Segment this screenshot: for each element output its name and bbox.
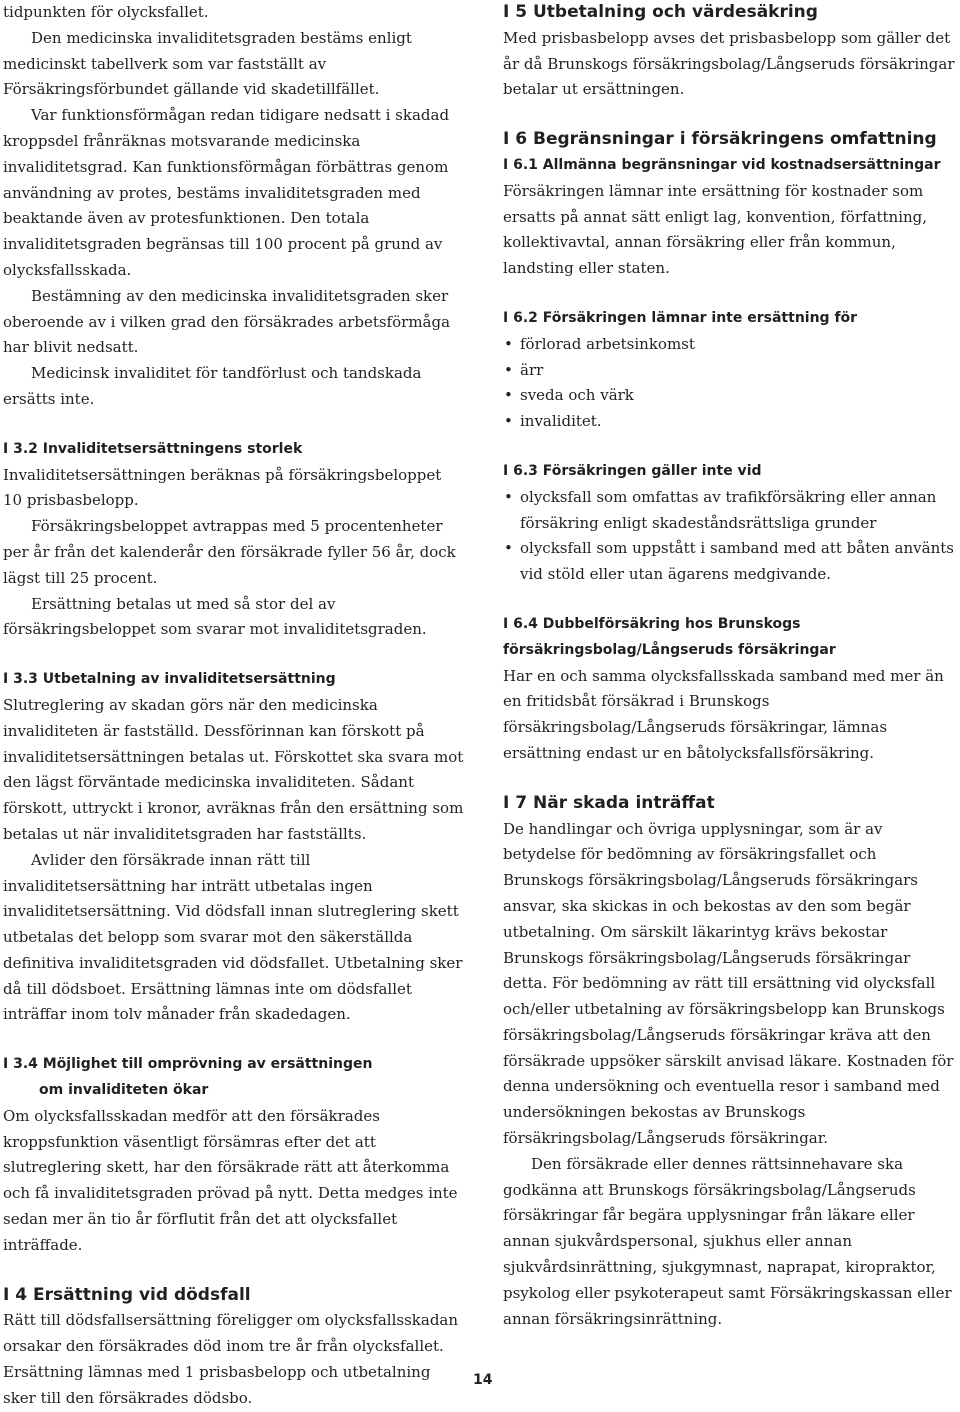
paragraph-3-2-b: Försäkringsbeloppet avtrappas med 5 procentenheter per år från det kalenderår den försäkrade fyller 56 år, dock lägst till 25 procent. [3,517,456,587]
heading-3-2: I 3.2 Invaliditetsersättningens storlek [3,440,303,457]
paragraph-work-capacity: Bestämning av den medicinska invaliditetsgraden sker oberoende av i vilken grad den försäkrades arbetsförmåga har blivit nedsatt. [3,286,451,357]
list-item: • olycksfall som uppstått i samband med att båten använts vid stöld eller utan ägarens medgivande. [503,536,958,588]
left-column [3,0,465,1412]
paragraph-dental: Medicinsk invaliditet för tandförlust och tandskada ersätts inte. [3,364,422,408]
heading-6-2: I 6.2 Försäkringen lämnar inte ersättning för [503,309,858,326]
paragraph-3-3-b: Avlider den försäkrade innan rätt till invaliditetsersättning har inträtt utbetalas ingen invaliditetsersättning. Vid dödsfall innan slutreglering skett utbetalas det belopp som svarar mot den säkerställda definitiva invaliditetsgraden vid dödsfallet. Utbetalning sker då till dödsboet. Ersättning lämnas inte om dödsfallet inträffar inom tolv månader från skadedagen. [3,850,463,1024]
heading-3-4 [3,1052,465,1104]
list-item: • sveda och värk [503,383,958,409]
heading-3-4-line-2: om invaliditeten ökar [39,1082,209,1099]
paragraph-3-2-c: Ersättning betalas ut med så stor del av försäkringsbeloppet som svarar mot invaliditetsgraden. [3,594,427,639]
paragraph-3-4: Om olycksfallsskadan medför att den försäkrades kroppsfunktion väsentligt försämras efter det att slutreglering skett, har den försäkrade rätt att återkomma och få invaliditetsgraden prövad på nytt. Detta medges inte sedan mer än tio år förflutit från det att olycksfallet inträffade. [3,1106,458,1254]
heading-3-3: I 3.3 Utbetalning av invaliditetsersättning [3,671,336,688]
heading-6-3: I 6.3 Försäkringen gäller inte vid [503,462,762,479]
paragraph-6-1: Försäkringen lämnar inte ersättning för kostnader som ersatts på annat sätt enligt lag, konvention, författning, kollektivavtal, annan försäkring eller från kommun, landsting eller staten. [503,181,928,278]
paragraph-7-a: De handlingar och övriga upplysningar, som är av betydelse för bedömning av försäkringsfallet och Brunskogs försäkringsbolag/Långseruds försäkringars ansvar, ska skickas in och bekostas av den som begär utbetalning. Om särskilt läkarintyg krävs bekostar Brunskogs försäkringsbolag/Långseruds försäkringar detta. För bedömning av rätt till ersättning vid olycksfall och/eller utbetalning av försäkringsbelopp kan Brunskogs försäkringsbolag/Långseruds försäkringar kräva att den försäkrade uppsöker särskilt anvisad läkare. Kostnaden för denna undersökning och eventuella resor i samband med undersökningen bekostas av Brunskogs försäkringsbolag/Långseruds försäkringar. [503,819,954,1148]
list-item: • förlorad arbetsinkomst [503,332,958,358]
paragraph-medical-table: Den medicinska invaliditetsgraden bestäms enligt medicinskt tabellverk som var fastställt av Försäkringsförbundet gällande vid skadetillfället. [3,28,412,99]
heading-6-4: I 6.4 Dubbelförsäkring hos Brunskogs försäkringsbolag/Långseruds försäkringar [503,615,836,658]
list-item: • ärr [503,358,958,384]
heading-7: I 7 När skada inträffat [503,792,715,813]
paragraph-3-2-a: Invaliditetsersättningen beräknas på försäkringsbeloppet 10 prisbasbelopp. [3,465,442,510]
list-6-3 [503,485,958,588]
paragraph-4: Rätt till dödsfallsersättning föreligger om olycksfallsskadan orsakar den försäkrades död inom tre år från olycksfallet. Ersättning lämnas med 1 prisbasbelopp och utbetalning sker till den försäkrades dödsbo. [3,1311,459,1407]
heading-6-1: I 6.1 Allmänna begränsningar vid kostnadsersättningar [503,156,941,173]
heading-6: I 6 Begränsningar i försäkringens omfattning [503,129,937,150]
list-6-2 [503,332,958,435]
paragraph-6-4: Har en och samma olycksfallsskada samband med mer än en fritidsbåt försäkrad i Brunskogs försäkringsbolag/Långseruds försäkringar, lämnas ersättning endast ur en båtolycksfallsförsäkring. [503,666,944,762]
list-item: • invaliditet. [503,409,958,435]
paragraph-7-b: Den försäkrade eller dennes rättsinnehavare ska godkänna att Brunskogs försäkringsbolag/Långseruds försäkringar får begära upplysningar från läkare eller annan sjukvårdspersonal, sjukhus eller annan sjukvårdsinrättning, sjukgymnast, naprapat, kiropraktor, psykolog eller psykoterapeut samt Försäkringskassan eller annan försäkringsinrättning. [503,1154,952,1328]
list-item: • olycksfall som omfattas av trafikförsäkring eller annan försäkring enligt skadeståndsrättsliga grunder [503,485,958,537]
heading-4: I 4 Ersättning vid dödsfall [3,1284,251,1305]
paragraph-5: Med prisbasbelopp avses det prisbasbelopp som gäller det år då Brunskogs försäkringsbolag/Långseruds försäkringar betalar ut ersättningen. [503,28,955,99]
paragraph-3-3-a: Slutreglering av skadan görs när den medicinska invaliditeten är fastställd. Dessförinnan kan förskott på invaliditetsersättningen betalas ut. Förskottet ska svara mot den lägst förväntade medicinska invaliditeten. Sådant förskott, uttryckt i kronor, avräknas från den ersättning som betalas ut när invaliditetsgraden har fastställts. [3,695,464,843]
right-column [503,0,958,1332]
paragraph-continuation: tidpunkten för olycksfallet. [3,3,209,21]
paragraph-prior-impairment: Var funktionsförmågan redan tidigare nedsatt i skadad kroppsdel frånräknas motsvarande medicinska invaliditetsgrad. Kan funktionsförmågan förbättras genom användning av protes, bestäms invaliditetsgraden med beaktande även av protesfunktionen. Den totala invaliditetsgraden begränsas till 100 procent på grund av olycksfallsskada. [3,106,450,279]
page-number: 14 [473,1372,493,1388]
heading-5: I 5 Utbetalning och värdesäkring [503,2,818,22]
heading-3-4-line-1: I 3.4 Möjlighet till omprövning av ersättningen [3,1056,373,1073]
